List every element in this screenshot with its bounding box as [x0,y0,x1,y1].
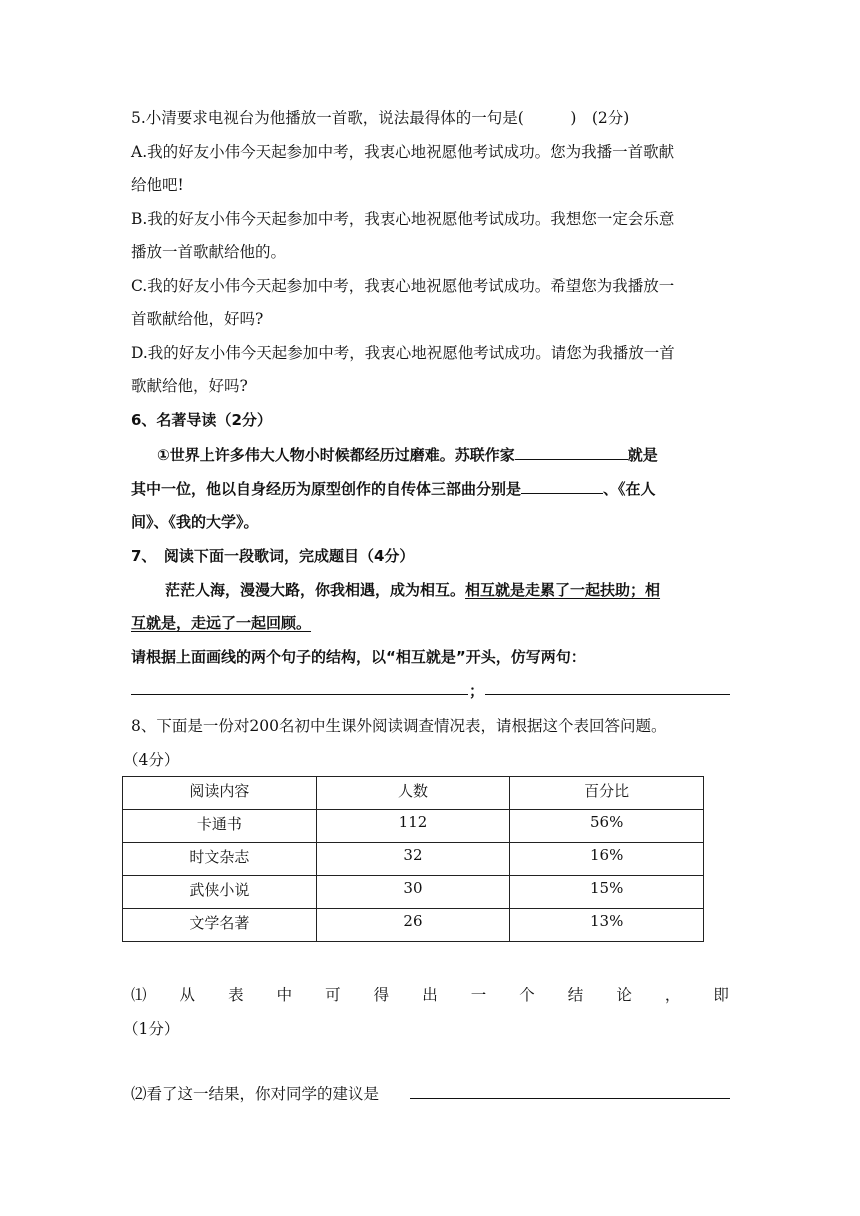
table-cell: 时文杂志 [123,843,317,876]
q6-line2-tail: 、《在人 [603,480,656,498]
table-header-cell: 人数 [316,777,510,810]
table-cell: 30 [316,876,510,909]
q8-sub1-char: ， [664,986,681,1004]
q5-option-c-line2: 首歌献给他，好吗? [131,310,264,328]
q8-sub1-char: 一 [470,986,487,1004]
q6-line1-tail: 就是 [627,446,658,464]
table-row [123,909,704,942]
q8-sub1-char: 从 [179,986,196,1004]
q7-lyric-underlined-2: 互就是，走远了一起回顾。 [131,614,312,632]
q7-lyric-underlined-1: 相互就是走累了一起扶助；相 [465,581,661,599]
q8-sub1-char: 可 [325,986,341,1004]
q8-sub1-char: ⑴ [131,986,147,1004]
q7-answer-line-2[interactable] [485,694,730,695]
table-cell: 文学名著 [123,909,317,942]
q6-stem: 6、名著导读（2分） [131,411,272,429]
q6-author-blank[interactable] [515,445,628,460]
q5-option-b-line1: B.我的好友小伟今天起参加中考，我衷心地祝愿他考试成功。我想您一定会乐意 [131,210,675,228]
table-cell: 13% [510,909,704,942]
q5-option-a-line2: 给他吧! [131,176,184,194]
q8-sub1-line [131,983,729,1005]
q7-instruction: 请根据上面画线的两个句子的结构，以“相互就是”开头，仿写两句： [131,648,586,666]
q7-stem: 7、 阅读下面一段歌词，完成题目（4分） [131,547,415,565]
q8-sub1-char: 中 [276,986,293,1004]
q6-line2-text: 其中一位，他以自身经历为原型创作的自传体三部曲分别是 [131,480,522,498]
table-header-row [123,777,704,810]
q7-answer-line-1[interactable] [131,694,468,695]
q8-sub1-char: 表 [228,986,244,1004]
table-row [123,810,704,843]
q8-sub1-char: 得 [373,986,390,1004]
q5-option-d-line1: D.我的好友小伟今天起参加中考，我衷心地祝愿他考试成功。请您为我播放一首 [131,344,675,362]
table-cell: 26 [316,909,510,942]
q5-option-b-line2: 播放一首歌献给他的。 [131,243,287,261]
table-cell: 15% [510,876,704,909]
q6-line1 [157,444,658,465]
q5-option-a-line1: A.我的好友小伟今天起参加中考，我衷心地祝愿他考试成功。您为我播一首歌献 [131,143,675,161]
q6-line1-text: ①世界上许多伟大人物小时候都经历过磨难。苏联作家 [157,446,515,464]
table-header-cell: 百分比 [510,777,704,810]
q8-sub2: ⑵看了这一结果，你对同学的建议是 [131,1085,380,1103]
table-cell: 32 [316,843,510,876]
q8-sub1-char: 结 [567,986,584,1004]
q5-stem: 5.小清要求电视台为他播放一首歌，说法最得体的一句是( ) (2分) [131,109,630,127]
table-cell: 56% [510,810,704,843]
q8-stem-line2: （4分） [123,751,180,769]
q8-sub1-score: （1分） [123,1020,180,1038]
q8-sub1-char: 出 [422,986,438,1004]
q6-line2 [131,478,656,499]
q7-lyric-line1 [165,579,660,600]
table-cell: 卡通书 [123,810,317,843]
q6-line3: 间》、《我的大学》。 [131,513,259,531]
q8-sub2-answer-line[interactable] [410,1098,730,1099]
table-cell: 16% [510,843,704,876]
table-header-cell: 阅读内容 [123,777,317,810]
q8-sub1-char: 个 [519,986,535,1004]
table-row [123,876,704,909]
q8-stem-line1: 8、下面是一份对200名初中生课外阅读调查情况表，请根据这个表回答问题。 [131,717,667,735]
q7-separator: ； [469,682,485,700]
q7-lyric-plain: 茫茫人海，漫漫大路，你我相遇，成为相互。 [165,581,466,599]
q6-book-blank[interactable] [521,479,603,494]
reading-survey-table [122,776,704,942]
q8-sub1-char: 即 [713,986,729,1004]
q5-option-d-line2: 歌献给他，好吗? [131,377,248,395]
table-row [123,843,704,876]
table-cell: 112 [316,810,510,843]
q8-sub1-char: 论 [616,986,632,1004]
q5-option-c-line1: C.我的好友小伟今天起参加中考，我衷心地祝愿他考试成功。希望您为我播放一 [131,277,675,295]
table-cell: 武侠小说 [123,876,317,909]
